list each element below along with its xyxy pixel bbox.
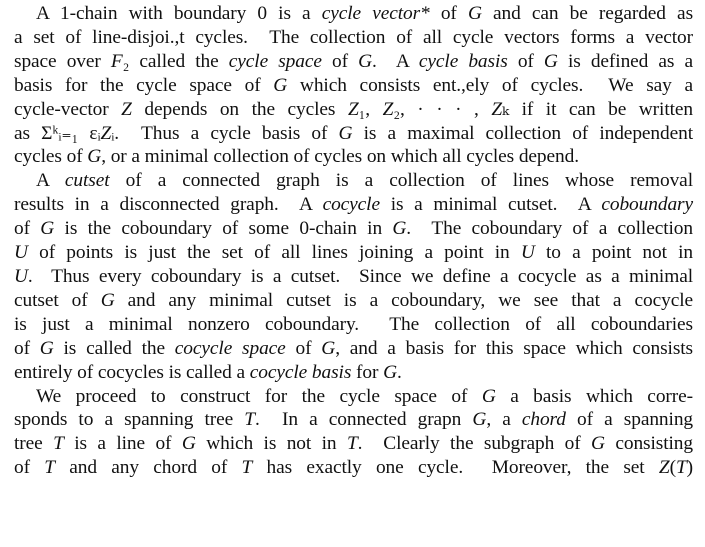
paragraph-spanning-tree	[14, 385, 693, 481]
text-run: of	[14, 337, 40, 359]
text-line	[14, 265, 693, 289]
math-or-term: T	[241, 457, 253, 479]
text-run: cycles of	[14, 146, 88, 168]
text-run: (	[669, 457, 676, 479]
text-line	[14, 337, 693, 361]
text-line	[14, 169, 693, 193]
text-run: for	[351, 361, 384, 383]
text-run: is called the	[53, 337, 175, 359]
math-or-term: G	[358, 50, 372, 72]
text-line	[14, 456, 693, 480]
text-run: tree	[14, 433, 54, 455]
text-run: is a minimal cutset. A	[379, 194, 602, 216]
math-or-term: U	[14, 265, 28, 287]
math-or-term: G	[181, 433, 196, 455]
text-line	[14, 289, 693, 313]
text-run: .	[397, 361, 402, 383]
text-run: of a connected graph is a collection of lines whose removal	[109, 170, 693, 192]
text-run: ᵢ	[97, 122, 101, 144]
text-run: has exactly one cycle. Moreover, the set	[252, 457, 659, 479]
text-run: and any chord of	[54, 457, 242, 479]
text-run: . A	[371, 50, 419, 72]
math-or-term: U	[520, 242, 535, 264]
math-or-term: cycle space	[228, 50, 322, 72]
math-or-term: G	[591, 433, 605, 455]
text-run: , and a basis for this space which consists	[335, 337, 693, 359]
paragraph-cycle-space	[14, 2, 693, 169]
text-line	[14, 361, 693, 385]
math-or-term: cycle basis	[418, 50, 508, 72]
math-or-term: T	[53, 433, 64, 455]
text-run: sponds to a spanning tree	[14, 409, 245, 431]
text-line	[14, 193, 693, 217]
math-or-term: cycle vector*	[321, 3, 430, 24]
text-run: is defined as a	[557, 50, 693, 72]
math-or-term: U	[14, 242, 28, 264]
math-or-term: G	[40, 218, 55, 240]
text-line	[14, 313, 693, 337]
math-or-term: Z	[491, 98, 503, 120]
text-line	[14, 145, 693, 169]
math-or-term: G	[338, 122, 353, 144]
text-run: ₂, · · · ,	[393, 98, 492, 120]
text-run: and can be regarded as	[481, 3, 694, 24]
math-or-term: Z	[121, 98, 132, 120]
text-run: A	[36, 170, 65, 192]
text-run: and any minimal cutset is a coboundary, we see that a cocycle	[114, 289, 693, 311]
text-run: cutset of	[14, 289, 101, 311]
text-run: . Clearly the subgraph of	[357, 433, 592, 455]
math-or-term: G	[321, 337, 336, 359]
text-run: cycle-vector	[14, 98, 122, 120]
math-or-term: G	[472, 409, 487, 431]
math-or-term: G	[273, 74, 288, 96]
text-run: A 1-chain with boundary 0 is a	[36, 3, 322, 24]
math-or-term: G	[543, 50, 558, 72]
math-or-term: F	[110, 50, 123, 72]
math-or-term: cocycle	[322, 194, 380, 216]
text-run: as Σ	[14, 122, 53, 144]
text-line	[14, 385, 693, 409]
text-run: of a spanning	[565, 409, 694, 431]
text-run: . Thus every coboundary is a cutset. Since we define a cocycle as a minimal	[27, 265, 693, 287]
text-run: is a maximal collection of independent	[352, 122, 693, 144]
text-run: a basis which corre-	[495, 385, 693, 407]
math-or-term: G	[87, 146, 102, 168]
math-or-term: T	[346, 433, 358, 455]
math-or-term: G	[392, 218, 407, 240]
math-or-term: Z	[100, 122, 112, 144]
text-run: of	[429, 3, 468, 24]
math-or-term: coboundary	[601, 194, 693, 216]
text-run: is just a minimal nonzero coboundary. The collection of all coboundaries	[14, 313, 693, 335]
text-run: consisting	[604, 433, 694, 455]
text-run: is the coboundary of some 0-chain in	[54, 218, 393, 240]
text-run: of	[14, 218, 41, 240]
text-line	[14, 98, 693, 122]
text-line	[14, 2, 693, 26]
math-or-term: G	[481, 385, 496, 407]
text-run: ₖ if it can be written	[502, 98, 693, 120]
math-or-term: T	[675, 457, 687, 479]
math-or-term: cutset	[64, 170, 110, 192]
paragraph-cocycle-space	[14, 169, 693, 384]
text-run: depends on the cycles	[131, 98, 348, 120]
text-run: of points is just the set of all lines joining a point in	[27, 242, 521, 264]
text-line	[14, 26, 693, 50]
math-or-term: cocycle space	[174, 337, 286, 359]
math-or-term: T	[44, 457, 55, 479]
text-run: which consists ent.,ely of cycles. We say a	[287, 74, 693, 96]
math-or-term: G	[383, 361, 398, 383]
text-run: results in a disconnected graph. A	[14, 194, 323, 216]
text-run: ᵢ. Thus a cycle basis of	[111, 122, 339, 144]
text-run: , or a minimal collection of cycles on which all cycles depend.	[101, 146, 579, 168]
text-line	[14, 241, 693, 265]
text-line	[14, 432, 693, 456]
math-or-term: T	[244, 409, 255, 431]
text-line	[14, 217, 693, 241]
math-or-term: Z	[382, 98, 394, 120]
text-run: . In a connected grapn	[254, 409, 473, 431]
text-line	[14, 408, 693, 432]
text-line	[14, 50, 693, 74]
text-run: of	[14, 457, 45, 479]
text-run: is a line of	[63, 433, 182, 455]
text-run: ᵏᵢ₌₁ ε	[52, 122, 98, 144]
math-or-term: G	[39, 337, 54, 359]
text-run: to a point not in	[534, 242, 693, 264]
text-line	[14, 122, 693, 146]
text-run: ₁,	[358, 98, 383, 120]
text-run: which is not in	[195, 433, 347, 455]
text-run: space over	[14, 50, 111, 72]
text-run: We proceed to construct for the cycle space of	[36, 385, 482, 407]
text-run: , a	[486, 409, 522, 431]
text-run: entirely of cocycles is called a	[14, 361, 250, 383]
text-run: . The coboundary of a collection	[406, 218, 693, 240]
text-run: )	[686, 457, 693, 479]
math-or-term: G	[467, 3, 482, 24]
text-run: of	[507, 50, 544, 72]
text-run: a set of line-disjoi.,t cycles. The collection of all cycle vectors forms a vector	[14, 26, 693, 48]
math-or-term: cocycle basis	[249, 361, 352, 383]
text-run: ₂ called the	[122, 50, 229, 72]
math-or-term: G	[100, 289, 115, 311]
text-run: basis for the cycle space of	[14, 74, 274, 96]
math-or-term: chord	[521, 409, 566, 431]
text-run: of	[285, 337, 322, 359]
text-line	[14, 74, 693, 98]
math-or-term: Z	[347, 98, 359, 120]
text-run: of	[321, 50, 359, 72]
math-or-term: Z	[658, 457, 670, 479]
